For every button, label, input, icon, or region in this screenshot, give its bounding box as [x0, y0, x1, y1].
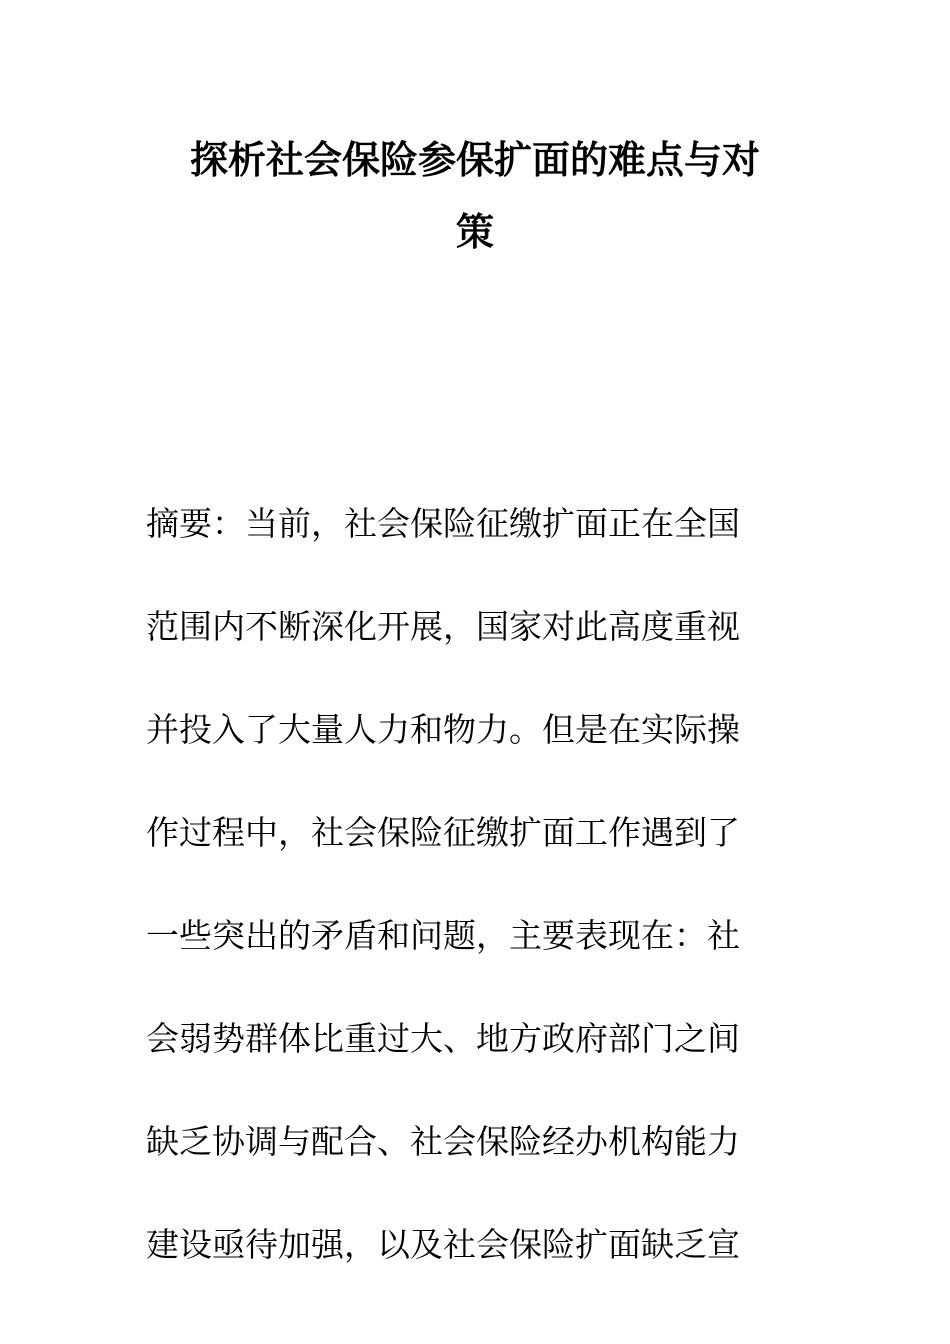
title-line-2: 策	[455, 210, 494, 254]
abstract-line: 作过程中，社会保险征缴扩面工作遇到了	[146, 813, 740, 852]
abstract-line: 会弱势群体比重过大、地方政府部门之间	[146, 1019, 740, 1058]
abstract-line: 一些突出的矛盾和问题，主要表现在：社	[146, 916, 740, 955]
title-line-1: 探析社会保险参保扩面的难点与对	[189, 138, 760, 182]
document-title	[100, 124, 850, 268]
abstract-line: 并投入了大量人力和物力。但是在实际操	[146, 710, 740, 749]
abstract-line: 缺乏协调与配合、社会保险经办机构能力	[146, 1122, 740, 1161]
abstract-line: 建设亟待加强，以及社会保险扩面缺乏宣	[146, 1225, 740, 1264]
abstract-line: 摘要：当前，社会保险征缴扩面正在全国	[146, 504, 740, 543]
abstract-paragraph	[146, 472, 786, 1296]
abstract-line: 范围内不断深化开展，国家对此高度重视	[146, 607, 740, 646]
